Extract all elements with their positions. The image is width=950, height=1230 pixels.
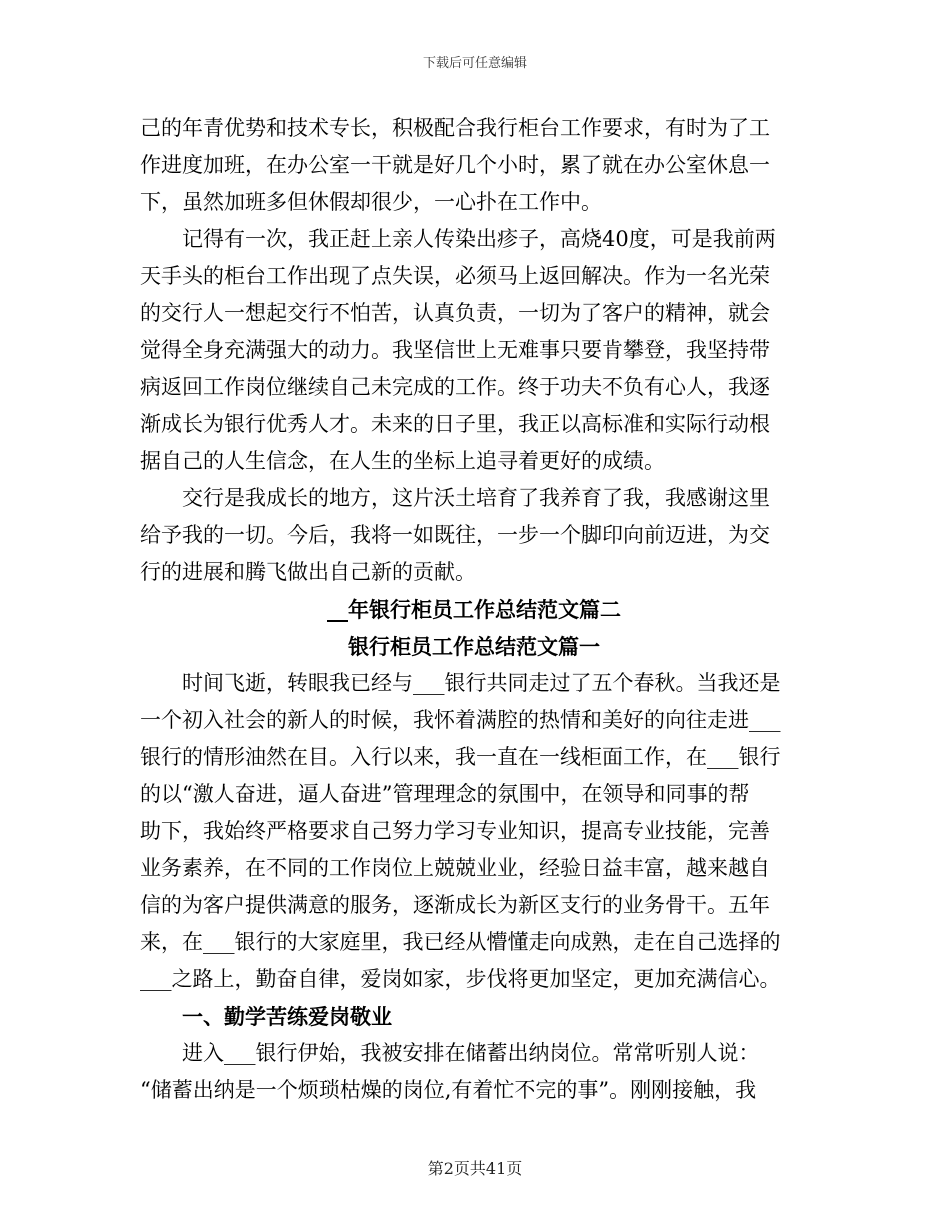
body-line: 时间飞逝，转眼我已经与___银行共同走过了五个春秋。当我还是 [140,671,781,695]
document-body [140,110,808,1109]
body-line: 给予我的一切。今后，我将一如既往，一步一个脚印向前迈进，为交 [140,523,770,547]
body-line: 据自己的人生信念，在人生的坐标上追寻着更好的成绩。 [140,449,665,473]
page-header: 下载后可任意编辑 [422,56,527,71]
body-line: 记得有一次，我正赶上亲人传染出疹子，高烧40度，可是我前两 [140,227,776,251]
body-line: 的以“激人奋进，逼人奋进”管理理念的氛围中，在领导和同事的帮 [140,782,750,806]
body-line: 作进度加班，在办公室一干就是好几个小时，累了就在办公室休息一 [140,153,770,177]
body-line: 助下，我始终严格要求自己努力学习专业知识，提高专业技能，完善 [140,819,770,843]
body-line: 来，在___银行的大家庭里，我已经从懵懂走向成熟，走在自己选择的 [140,930,781,954]
body-line: 行的进展和腾飞做出自己新的贡献。 [140,560,476,584]
body-line: ___之路上，勤奋自律，爱岗如家，步伐将更加坚定，更加充满信心。 [140,967,781,991]
body-line: 病返回工作岗位继续自己未完成的工作。终于功夫不负有心人，我逐 [140,375,770,399]
body-line: 信的为客户提供满意的服务，逐渐成长为新区支行的业务骨干。五年 [140,893,770,917]
body-line: 交行是我成长的地方，这片沃土培育了我养育了我，我感谢这里 [140,486,770,510]
page-footer: 第2页共41页 [427,1159,523,1178]
body-line: 觉得全身充满强大的动力。我坚信世上无难事只要肯攀登，我坚持带 [140,338,770,362]
section-title: __年银行柜员工作总结范文篇二 [327,597,621,622]
section-title: 银行柜员工作总结范文篇一 [348,634,600,659]
body-line: 己的年青优势和技术专长，积极配合我行柜台工作要求，有时为了工 [140,116,770,140]
body-line: 业务素养，在不同的工作岗位上兢兢业业，经验日益丰富，越来越自 [140,856,770,880]
body-line: 下，虽然加班多但休假却很少，一心扑在工作中。 [140,190,602,214]
body-line: 的交行人一想起交行不怕苦，认真负责，一切为了客户的精神，就会 [140,301,770,325]
body-line: “储蓄出纳是一个烦琐枯燥的岗位,有着忙不完的事”。刚刚接触，我 [140,1078,757,1102]
body-line: 一个初入社会的新人的时候，我怀着满腔的热情和美好的向往走进___ [140,708,781,732]
body-line: 银行的情形油然在目。入行以来，我一直在一线柜面工作，在___银行 [140,745,781,769]
body-line: 天手头的柜台工作出现了点失误，必须马上返回解决。作为一名光荣 [140,264,770,288]
body-line: 渐成长为银行优秀人才。未来的日子里，我正以高标准和实际行动根 [140,412,770,436]
subsection-heading: 一、勤学苦练爱岗敬业 [140,1004,392,1029]
body-line: 进入___银行伊始，我被安排在储蓄出纳岗位。常常听别人说： [140,1041,760,1065]
